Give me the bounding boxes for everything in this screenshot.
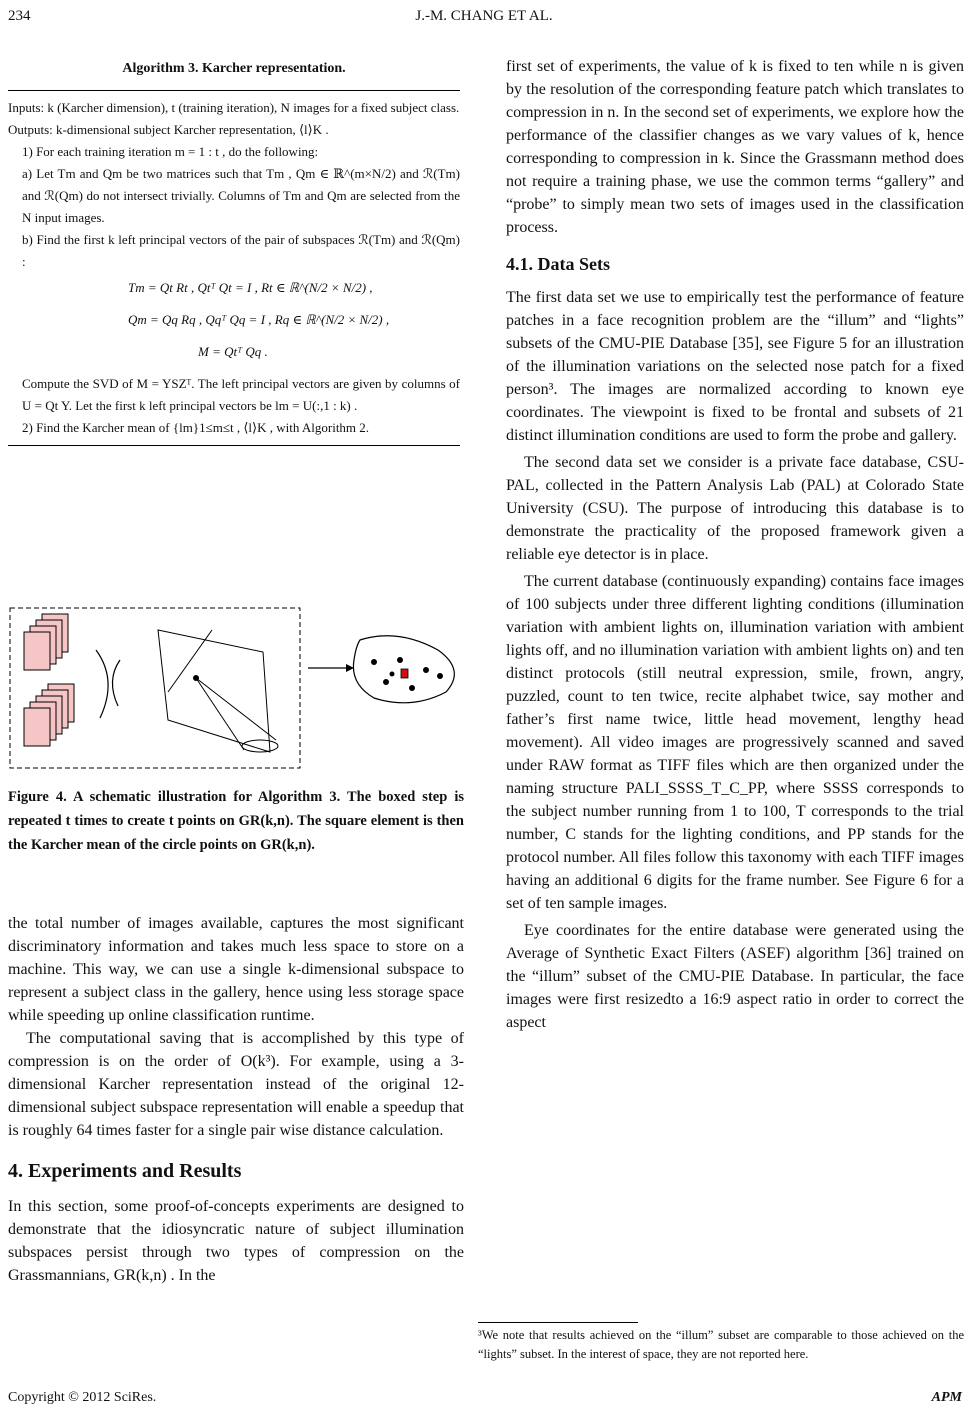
journal-name: APM [931, 1390, 962, 1405]
algorithm-box [8, 58, 460, 446]
image-stack-top [24, 614, 68, 670]
equation-3: M = Qtᵀ Qq . [198, 344, 268, 359]
algorithm-step1a: a) Let Tm and Qm be two matrices such that Tm , Qm ∈ ℝ^(m×N/2) and ℛ(Tm) and ℛ(Qm) do not intersect trivially. Columns of Tm and Qm are selected from the N input images. [22, 166, 460, 225]
section-4-heading: 4. Experiments and Results [8, 1160, 242, 1182]
cone-base [242, 740, 278, 752]
curve-arrow [96, 650, 108, 718]
algorithm-step2: 2) Find the Karcher mean of {lm}1≤m≤t , ⟨l⟩K , with Algorithm 2. [22, 420, 370, 435]
right-column [506, 55, 964, 1034]
running-title: J.-M. CHANG ET AL. [415, 8, 553, 24]
image-stack-bottom [24, 684, 74, 746]
figure-4-caption: Figure 4. A schematic illustration for Algorithm 3. The boxed step is repeated t times to create t points on GR(k,n). The square element is then the Karcher mean of the circle points on GR(k,n). [8, 789, 464, 853]
equation-2: Qm = Qq Rq , Qqᵀ Qq = I , Rq ∈ ℝ^(N/2 × N/2) , [128, 312, 390, 327]
left-paragraph-2: The computational saving that is accomplished by this type of compression is on the order of O(k³). For example, using a 3-dimensional Karcher representation instead of the original 12-dimensional subject subspace representation will enable a speedup that is roughly 64 times faster for a single pair wise distance calculation. [8, 1030, 464, 1139]
algorithm-step1: 1) For each training iteration m = 1 : t , do the following: [22, 144, 319, 159]
subspace-plane [158, 630, 270, 752]
copyright: Copyright © 2012 SciRes. [8, 1390, 157, 1405]
left-paragraph-3: In this section, some proof-of-concepts experiments are designed to demonstrate that the idiosyncratic nature of subject illumination subspaces persist through two types of compression on the Grassmannians, GR(k,n) . In the [8, 1198, 464, 1284]
karcher-mean-square [401, 669, 408, 678]
page-number: 234 [8, 8, 31, 24]
footnote-rule [478, 1322, 638, 1323]
equation-1: Tm = Qt Rt , Qtᵀ Qt = I , Rt ∈ ℝ^(N/2 × N/2) , [128, 280, 373, 295]
algorithm-bottom-rule [8, 445, 460, 446]
right-paragraph-1: first set of experiments, the value of k is fixed to ten while n is given by the resolution of the corresponding feature patch which translates to compression in n. In the second set of experiments, we explore how the performance of the classifier changes as we vary values of k, hence corresponding to compression in k. Since the Grassmann method does not require a training phase, we use the common terms “gallery” and “probe” to simply mean two sets of images used in the classification process. [506, 58, 964, 236]
right-paragraph-3: The second data set we consider is a private face database, CSU-PAL, collected in the Pattern Analysis Lab (PAL) at Colorado State University (CSU). The purpose of introducing this database is to demonstrate the practicality of the proposed framework given a reliable eye detector is in place. [506, 454, 964, 563]
right-paragraph-2: The first data set we use to empirically test the performance of feature patches in a face recognition problem are the “illum” and “lights” subsets of the CMU-PIE Database [35], see Figure 5 for an illustration of the illumination variations on the selected nose patch for a fixed person³. The images are normalized according to known eye coordinates. The viewpoint is fixed to be frontal and subsets of 21 distinct illumination conditions are used to form the probe and gallery. [506, 289, 964, 444]
right-paragraph-4: The current database (continuously expanding) contains face images of 100 subjects under three different lighting conditions (illumination variation with ambient lights on, illumination variation with ambient lights off, and no illumination variation with ambient lights on) and ten distinct protocols (still neutral expression, smile, frown, angry, puzzled, count to ten twice, recite alphabet twice, say mother and father’s first name twice, little head movement, lengthy head movement). All video images are progressively scanned and saved under RAW format as TIFF files which are then organized under the naming structure PALI_SSSS_T_C_PP, where SSSS corresponds to the subject number running from 1 to 100, T corresponds to the trial number, C stands for the lighting conditions, and PP stands for the protocol number. All files follow this taxonomy with each TIFF images having an additional 6 digits for the frame number. See Figure 6 for a set of ten sample images. [506, 573, 964, 912]
left-column [8, 912, 464, 1287]
left-paragraph-1: the total number of images available, captures the most significant discriminatory information and takes much less space to store on a machine. This way, we can use a single k-dimensional subspace to represent a subject class in the gallery, hence using less storage space while speeding up online classification runtime. [8, 915, 464, 1024]
footnote: ³We note that results achieved on the “illum” subset are comparable to those achieved on the “lights” subset. In the interest of space, they are not reported here. [478, 1328, 964, 1361]
algorithm-title: Algorithm 3. Karcher representation. [122, 61, 346, 76]
algorithm-svd: Compute the SVD of M = YSZᵀ. The left principal vectors are given by columns of U = Qt Y. Let the first k left principal vectors be lm = U(:,1 : k) . [22, 376, 460, 413]
right-paragraph-5: Eye coordinates for the entire database were generated using the Average of Synthetic Exact Filters (ASEF) algorithm [36] trained on the “illum” subset of the CMU-PIE Database. In particular, the face images were first resizedto a 16:9 aspect ratio in order to correct the aspect [506, 922, 964, 1031]
algorithm-outputs: Outputs: k-dimensional subject Karcher representation, ⟨l⟩K . [8, 122, 329, 137]
section-4-1-heading: 4.1. Data Sets [506, 254, 610, 274]
algorithm-step1b: b) Find the first k left principal vectors of the pair of subspaces ℛ(Tm) and ℛ(Qm) : [22, 232, 460, 269]
algorithm-inputs: Inputs: k (Karcher dimension), t (training iteration), N images for a fixed subject class. [8, 100, 460, 115]
figure-4-schematic [8, 600, 464, 775]
